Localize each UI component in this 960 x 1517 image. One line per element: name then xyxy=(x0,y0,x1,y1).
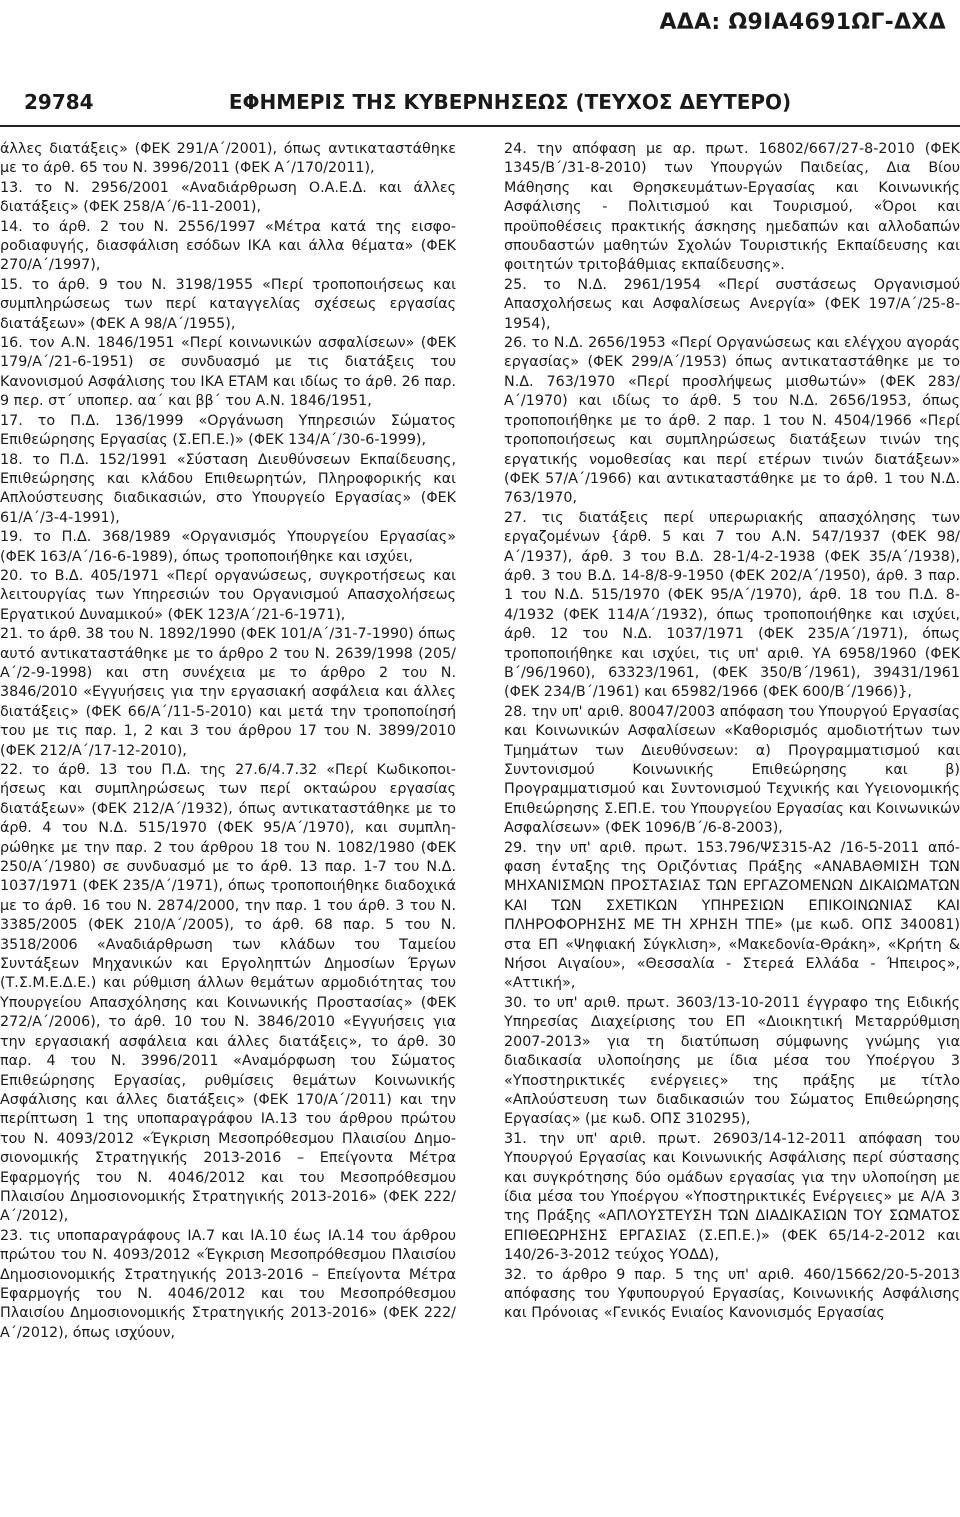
paragraph: 29. την υπ' αριθ. πρωτ. 153.796/ΨΣ315-Α2 /16-5-2011 απόφαση ένταξης της Οριζόντιας Πράξης «ΑΝΑΒΑΘΜΙΣΗ ΤΩΝ ΜΗΧΑΝΙΣΜΩΝ ΠΡΟΣΤΑΣΙΑΣ ΤΩΝ ΕΡΓΑΖΟΜΕΝΩΝ ΔΙΚΑΙΩΜΑΤΩΝ ΚΑΙ ΤΩΝ ΣΧΕΤΙΚΩΝ ΥΠΗΡΕΣΙΩΝ ΕΠΙΚΟΙΝΩΝΙΑΣ ΚΑΙ ΠΛΗΡΟΦΟΡΗΣΗΣ ΜΕ ΤΗ ΧΡΗΣΗ ΤΠΕ» (με κωδ. ΟΠΣ 340081) στα ΕΠ «Ψηφιακή Σύγκλιση», «Μακεδονία-Θράκη», «Κρήτη & Νήσοι Αιγαίου», «Θεσσαλία - Στερεά Ελλάδα - Ήπειρος», «Αττική», xyxy=(504,839,960,992)
paragraph: 17. το Π.Δ. 136/1999 «Οργάνωση Υπηρεσιών Σώματος Επιθεώρησης Εργασίας (Σ.ΕΠ.Ε.)» (ΦΕΚ 134/Α΄/30-6-1999), xyxy=(0,412,456,449)
paragraph: 28. την υπ' αριθ. 80047/2003 απόφαση του Υπουργού Εργασίας και Κοινωνικών Ασφαλίσεων «Καθορισμός αμοδιοτήτων των Τμημάτων των Διευθύνσεων: α) Προγραμματισμού και Συντονισμού Κοινωνικής Επιθεώρησης και β) Προγραμματισμού και Συντονισμού Τεχνικής και Υγειονομικής Επιθεώρησης Σ.ΕΠ.Ε. του Υπουργείου Εργασίας και Κοινωνικών Ασφαλίσεων» (ΦΕΚ 1096/Β΄/6-8-2003), xyxy=(504,703,960,837)
paragraph: 13. το Ν. 2956/2001 «Αναδιάρθρωση Ο.Α.Ε.Δ. και άλλες διατάξεις» (ΦΕΚ 258/Α΄/6-11-2001), xyxy=(0,179,456,216)
right-column xyxy=(504,140,960,1324)
paragraph: 22. το άρθ. 13 του Π.Δ. της 27.6/4.7.32 «Περί Κωδικοποιήσεως και συμπληρώσεως των περί οκταώρου εργασίας διατάξεων» (ΦΕΚ 212/Α΄/1932), όπως αντικαταστάθηκε με το άρθ. 4 του Ν.Δ. 515/1970 (ΦΕΚ 95/Α΄/1970), και συμπληρώθηκε με την παρ. 2 του άρθρου 18 του Ν. 1082/1980 (ΦΕΚ 250/Α΄/1980) σε συνδυασμό με το άρθ. 13 παρ. 1-7 του Ν.Δ. 1037/1971 (ΦΕΚ 235/Α΄/1971), όπως τροποποιήθηκε διαδοχικά με το άρθ. 16 του Ν. 2874/2000, την παρ. 1 του άρθ. 3 του Ν. 3385/2005 (ΦΕΚ 210/Α΄/2005), το άρθ. 68 παρ. 5 του Ν. 3518/2006 «Αναδιάρθρωση των κλάδων του Ταμείου Συντάξεων Μηχανικών και Εργοληπτών Δημοσίων Έργων (Τ.Σ.Μ.Ε.Δ.Ε.) και ρύθμιση άλλων θεμάτων αρμοδιότητας του Υπουργείου Απασχόλησης και Κοινωνικής Προστασίας» (ΦΕΚ 272/Α΄/2006), το άρθ. 10 του Ν. 3846/2010 «Εγγυήσεις για την εργασιακή ασφάλεια και άλλες διατάξεις», το άρθ. 30 παρ. 4 του Ν. 3996/2011 «Αναμόρφωση του Σώματος Επιθεώρησης Εργασίας, ρυθμίσεις θεμάτων Κοινωνικής Ασφάλισης και άλλες διατάξεις» (ΦΕΚ 170/Α΄/2011) και την περίπτωση 1 της υποπαραγράφου ΙΑ.13 του άρθρου πρώτου του Ν. 4093/2012 «Έγκριση Μεσοπρόθεσμου Πλαισίου Δημοσιονομικής Στρατηγικής 2013-2016 – Επείγοντα Μέτρα Εφαρμογής του Ν. 4046/2012 και του Μεσοπρόθεσμου Πλαισίου Δημοσιονομικής Στρατηγικής 2013-2016» (ΦΕΚ 222/Α΄/2012), xyxy=(0,762,456,1225)
gazette-title: ΕΦΗΜΕΡΙΣ ΤΗΣ ΚΥΒΕΡΝΗΣΕΩΣ (ΤΕΥΧΟΣ ΔΕΥΤΕΡΟ) xyxy=(228,90,792,114)
paragraph: 24. την απόφαση με αρ. πρωτ. 16802/667/27-8-2010 (ΦΕΚ 1345/Β΄/31-8-2010) των Υπουργών Παιδείας, Δια Βίου Μάθησης και Θρησκευμάτων-Εργασίας και Κοινωνικής Ασφάλισης - Πολιτισμού και Τουρισμού, «Όροι και προϋποθέσεις πρακτικής άσκησης ημεδαπών και αλλοδαπών σπουδαστών μαθητών Σχολών Τουριστικής Εκπαίδευσης και φοιτητών τριτοβάθμιας εκπαίδευσης». xyxy=(504,141,960,274)
paragraph: 14. το άρθ. 2 του Ν. 2556/1997 «Μέτρα κατά της εισφοροδιαφυγής, διασφάλιση εσόδων ΙΚΑ και άλλα θέματα» (ΦΕΚ 270/Α΄/1997), xyxy=(0,218,456,274)
paragraph: 15. το άρθ. 9 του Ν. 3198/1955 «Περί τροποποιήσεως και συμπληρώσεως των περί καταγγελίας σχέσεως εργασίας διατάξεων» (ΦΕΚ Α 98/Α΄/1955), xyxy=(0,276,456,332)
paragraph: 26. το Ν.Δ. 2656/1953 «Περί Οργανώσεως και ελέγχου αγοράς εργασίας» (ΦΕΚ 299/Α΄/1953) όπως αντικαταστάθηκε με το Ν.Δ. 763/1970 «Περί προσλήψεως μισθωτών» (ΦΕΚ 283/Α΄/1970) και ιδίως το άρθ. 5 του Ν.Δ. 2656/1953, όπως τροποποιήθηκε με το άρθ. 2 παρ. 1 του Ν. 4504/1966 «Περί τροποποιήσεως και συμπληρώσεως διατάξεων τινών της εργατικής νομοθεσίας και περί ετέρων τινών διατάξεων» (ΦΕΚ 57/Α΄/1966) και αντικαταστάθηκε με το άρθ. 1 του Ν.Δ. 763/1970, xyxy=(504,335,960,507)
paragraph: 32. το άρθρο 9 παρ. 5 της υπ' αριθ. 460/15662/20-5-2013 απόφασης του Υφυπουργού Εργασίας, Κοινωνικής Ασφάλισης και Πρόνοιας «Γενικός Ενιαίος Κανονισμός Εργασίας xyxy=(504,1266,960,1322)
paragraph: 18. το Π.Δ. 152/1991 «Σύσταση Διευθύνσεων Εκπαίδευσης, Επιθεώρησης και κλάδου Επιθεωρητών, Πληροφορικής και Απλούστευσης διαδικασιών, στο Υπουργείο Εργασίας» (ΦΕΚ 61/Α΄/3-4-1991), xyxy=(0,451,456,526)
paragraph: 23. τις υποπαραγράφους ΙΑ.7 και ΙΑ.10 έως ΙΑ.14 του άρθρου πρώτου του Ν. 4093/2012 «Έγκριση Μεσοπρόθεσμου Πλαισίου Δημοσιονομικής Στρατηγικής 2013-2016 – Επείγοντα Μέτρα Εφαρμογής του Ν. 4046/2012 και του Μεσοπρόθεσμου Πλαισίου Δημοσιονομικής Στρατηγικής 2013-2016» (ΦΕΚ 222/Α΄/2012), όπως ισχύουν, xyxy=(0,1227,456,1341)
paragraph: 25. το Ν.Δ. 2961/1954 «Περί συστάσεως Οργανισμού Απασχολήσεως και Ασφαλίσεως Ανεργία» (ΦΕΚ 197/Α΄/25-8-1954), xyxy=(504,276,960,332)
paragraph: 27. τις διατάξεις περί υπερωριακής απασχόλησης των εργαζομένων {άρθ. 5 και 7 του Α.Ν. 547/1937 (ΦΕΚ 98/Α΄/1937), άρθ. 3 του Β.Δ. 28-1/4-2-1938 (ΦΕΚ 35/Α΄/1938), άρθ. 3 του Β.Δ. 14-8/8-9-1950 (ΦΕΚ 202/Α΄/1950), άρθ. 3 παρ. 1 του Ν.Δ. 515/1970 (ΦΕΚ 95/Α΄/1970), άρθ. 18 του Π.Δ. 8-4/1932 (ΦΕΚ 114/Α΄/1932), όπως τροποποιήθηκε και ισχύει, άρθ. 12 του Ν.Δ. 1037/1971 (ΦΕΚ 235/Α΄/1971), όπως τροποποιήθηκε και ισχύει, τις υπ' αριθ. ΥΑ 6958/1960 (ΦΕΚ Β΄/96/1960), 63323/1961, (ΦΕΚ 350/Β΄/1961), 39431/1961 (ΦΕΚ 234/Β΄/1961) και 65982/1966 (ΦΕΚ 600/Β΄/1966)}, xyxy=(504,509,960,701)
page-number: 29784 xyxy=(24,90,94,114)
paragraph: 30. το υπ' αριθ. πρωτ. 3603/13-10-2011 έγγραφο της Ειδικής Υπηρεσίας Διαχείρισης του ΕΠ «Διοικητική Μεταρρύθμιση 2007-2013» για τη διατύπωση σύμφωνης γνώμης για διαδικασία υλοποίησης με ίδια μέσα του Υποέργου 3 «Υποστηρικτικές ενέργειες» της πράξης με τίτλο «Απλούστευση των διαδικασιών του Σώματος Επιθεώρησης Εργασίας» (με κωδ. ΟΠΣ 310295), xyxy=(504,994,960,1128)
paragraph: άλλες διατάξεις» (ΦΕΚ 291/Α΄/2001), όπως αντικαταστάθηκε με το άρθ. 65 του Ν. 3996/2011 (ΦΕΚ Α΄/170/2011), xyxy=(0,141,456,177)
paragraph: 21. το άρθ. 38 του Ν. 1892/1990 (ΦΕΚ 101/Α΄/31-7-1990) όπως αυτό αντικαταστάθηκε με το άρθρο 2 του Ν. 2639/1998 (205/Α΄/2-9-1998) και στη συνέχεια με το άρθρο 2 του Ν. 3846/2010 «Εγγυήσεις για την εργασιακή ασφάλεια και άλλες διατάξεις» (ΦΕΚ 66/Α΄/11-5-2010) και μετά την τροποποίησή του με τις παρ. 1, 2 και 3 του άρθρου 17 του Ν. 3899/2010 (ΦΕΚ 212/Α΄/17-12-2010), xyxy=(0,626,456,759)
header-divider xyxy=(0,125,960,127)
paragraph: 20. το Β.Δ. 405/1971 «Περί οργανώσεως, συγκροτήσεως και λειτουργίας των Υπηρεσιών του Οργανισμού Απασχολήσεως Εργατικού Δυναμικού» (ΦΕΚ 123/Α΄/21-6-1971), xyxy=(0,567,456,623)
paragraph: 16. τον Α.Ν. 1846/1951 «Περί κοινωνικών ασφαλίσεων» (ΦΕΚ 179/Α΄/21-6-1951) σε συνδυασμό με τις διατάξεις του Κανονισμού Ασφάλισης του ΙΚΑ ΕΤΑΜ και ιδίως το άρθ. 26 παρ. 9 περ. στ΄ υποπερ. αα΄ και ββ΄ του Α.Ν. 1846/1951, xyxy=(0,335,456,410)
left-column xyxy=(0,140,456,1343)
paragraph: 19. το Π.Δ. 368/1989 «Οργανισμός Υπουργείου Εργασίας» (ΦΕΚ 163/Α΄/16-6-1989), όπως τροποποιήθηκε και ισχύει, xyxy=(0,529,456,565)
paragraph: 31. την υπ' αριθ. πρωτ. 26903/14-12-2011 απόφαση του Υπουργού Εργασίας και Κοινωνικής Ασφάλισης περί σύστασης και συγκρότησης δύο ομάδων εργασίας για την υλοποίηση με ίδια μέσα του Υποέργου «Υποστηρικτικές Ενέργειες» με Α/Α 3 της Πράξης «ΑΠΛΟΥΣΤΕΥΣΗ ΤΩΝ ΔΙΑΔΙΚΑΣΙΩΝ ΤΟΥ ΣΩΜΑΤΟΣ ΕΠΙΘΕΩΡΗΣΗΣ ΕΡΓΑΣΙΑΣ (Σ.ΕΠ.Ε.)» (ΦΕΚ 65/14-2-2012 και 140/26-3-2012 τεύχος ΥΟΔΔ), xyxy=(504,1130,960,1264)
ada-code: ΑΔΑ: Ω9ΙΑ4691ΩΓ-ΔΧΔ xyxy=(659,10,946,35)
